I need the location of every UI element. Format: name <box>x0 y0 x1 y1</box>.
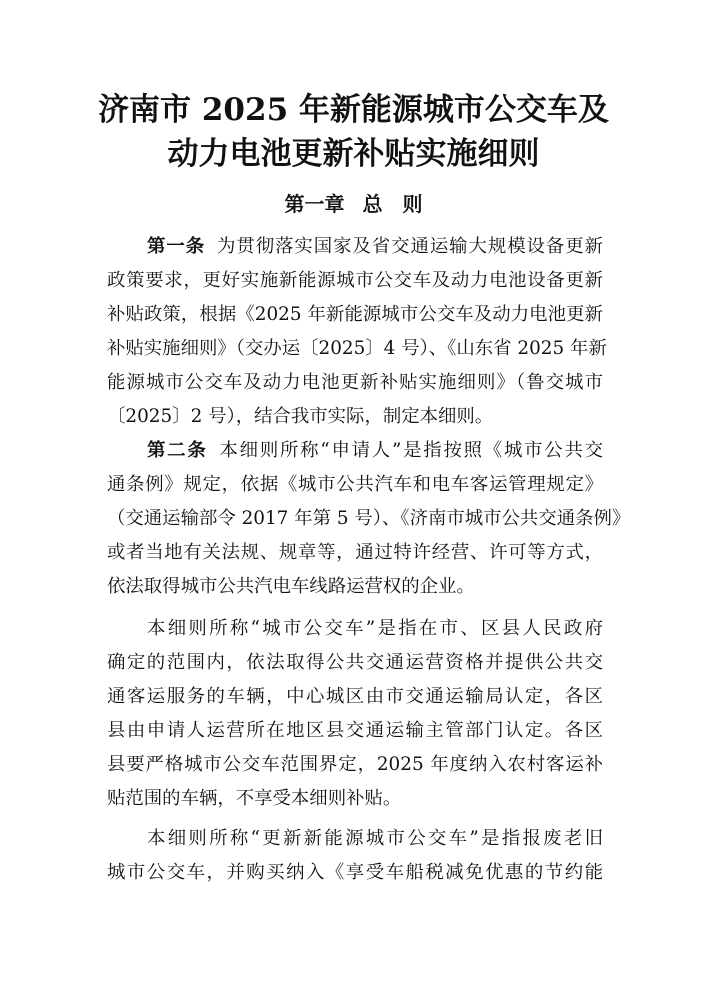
paragraph-line: 城市公交车，并购买纳入《享受车船税减免优惠的节约能 <box>107 862 603 883</box>
paragraph-line: 通客运服务的车辆，中心城区由市交通运输局认定，各区 <box>107 686 603 707</box>
paragraph-line <box>147 436 603 466</box>
chapter-heading <box>0 190 707 218</box>
paragraph-line: 能源城市公交车及动力电池更新补贴实施细则》（鲁交城市 <box>107 372 603 393</box>
paragraph-line: 或者当地有关法规、规章等，通过特许经营、许可等方式， <box>107 542 603 563</box>
paragraph-line: 县由申请人运营所在地区县交通运输主管部门认定。各区 <box>107 720 603 741</box>
paragraph-line: 依法取得城市公共汽电车线路运营权的企业。 <box>107 576 475 597</box>
paragraph-line: 确定的范围内，依法取得公共交通运营资格并提供公共交 <box>107 652 603 673</box>
article-label: 第一条 <box>147 236 206 257</box>
line-text: 本细则所称“申请人”是指按照《城市公共交 <box>219 440 603 461</box>
paragraph-line: 〔2025〕2 号），结合我市实际，制定本细则。 <box>107 406 494 427</box>
paragraph-line: 通条例》规定，依据《城市公共汽车和电车客运管理规定》 <box>107 474 603 495</box>
chapter-name: 总 则 <box>362 192 423 216</box>
paragraph-line: 政策要求，更好实施新能源城市公交车及动力电池设备更新 <box>107 270 603 291</box>
article-label: 第二条 <box>147 440 208 461</box>
paragraph-line: 县要严格城市公交车范围界定，2025 年度纳入农村客运补 <box>107 754 603 775</box>
line-text: 为贯彻落实国家及省交通运输大规模设备更新 <box>217 236 603 257</box>
paragraph-line: 补贴实施细则》（交办运〔2025〕4 号）、《山东省 2025 年新 <box>107 338 607 359</box>
document-title-line-1: 济南市 2025 年新能源城市公交车及 <box>98 92 609 128</box>
paragraph-line: 贴范围的车辆，不享受本细则补贴。 <box>107 788 402 809</box>
paragraph-line: （交通运输部令 2017 年第 5 号）、《济南市城市公共交通条例》 <box>107 508 631 529</box>
document-title-line-2: 动力电池更新补贴实施细则 <box>167 136 540 172</box>
chapter-number: 第一章 <box>284 192 345 216</box>
paragraph-line <box>147 232 603 262</box>
paragraph-line: 补贴政策，根据《2025 年新能源城市公交车及动力电池更新 <box>107 304 603 325</box>
paragraph-line: 本细则所称“城市公交车”是指在市、区县人民政府 <box>147 618 603 639</box>
paragraph-line: 本细则所称“更新新能源城市公交车”是指报废老旧 <box>147 828 603 849</box>
